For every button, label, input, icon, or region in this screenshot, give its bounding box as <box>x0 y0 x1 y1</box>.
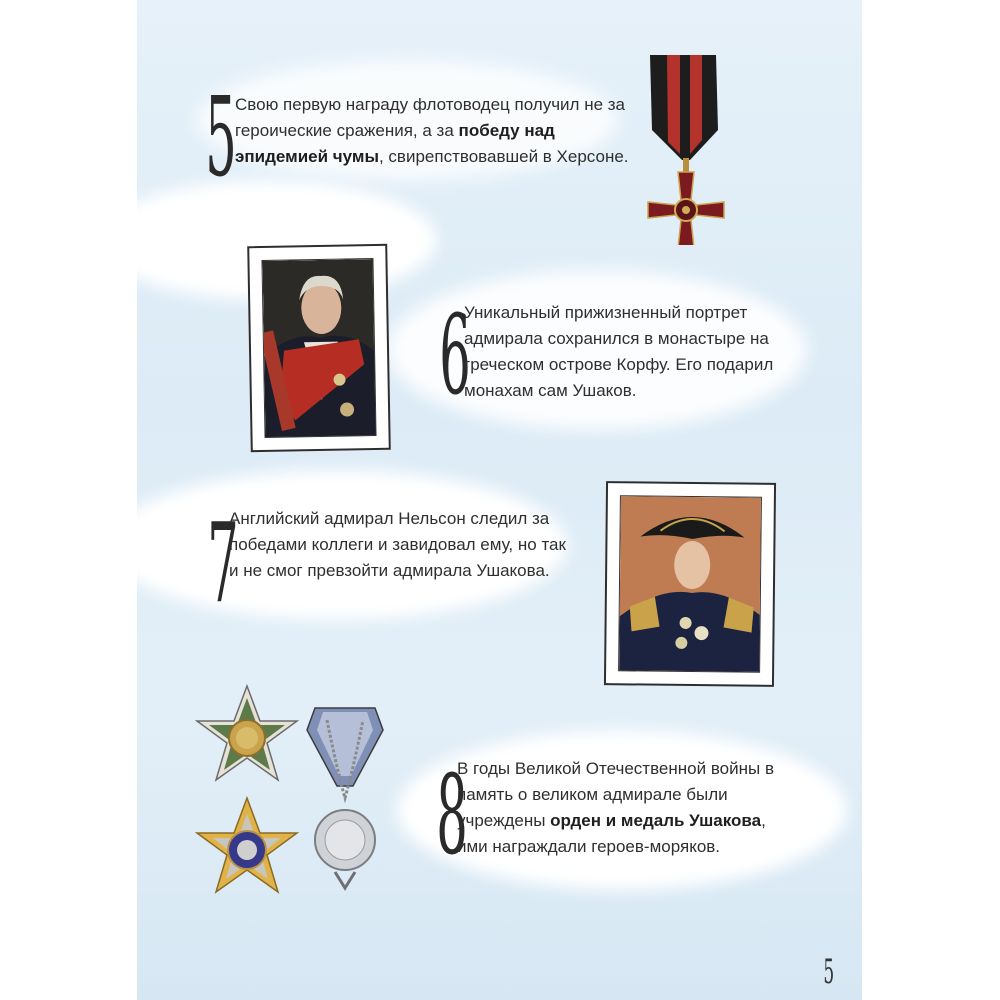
ushakov-portrait-frame <box>247 244 391 452</box>
order-of-ushakov-icon <box>195 680 415 900</box>
fact-number-7: 7 <box>207 499 239 627</box>
fact-text-5 <box>235 92 635 170</box>
fact-8-text-end: , ими награждали героев-моряков. <box>457 811 766 856</box>
fact-8-text-start: В годы Великой Отечественной войны в память о великом адмирале были учреждены <box>457 759 774 830</box>
order-st-vladimir-image <box>640 50 730 245</box>
fact-text-6: Уникальный прижизненный портрет адмирала сохранился в монастыре на греческом острове Корфу. Его подарил монахам сам Ушаков. <box>464 303 774 400</box>
fact-8-bold: орден и медаль Ушакова <box>550 811 762 830</box>
fact-5-bold: победу над эпидемией чумы <box>235 121 555 166</box>
nelson-portrait <box>618 495 762 672</box>
page-number: 5 <box>823 952 835 992</box>
ushakov-portrait <box>261 258 376 438</box>
order-ribbon-icon <box>640 50 730 245</box>
nelson-portrait-frame <box>604 481 776 687</box>
fact-number-8: 8 <box>436 751 468 879</box>
order-and-medal-ushakov-image <box>195 680 415 900</box>
fact-number-5: 5 <box>205 73 237 201</box>
fact-text-7: Английский адмирал Нельсон следил за победами коллеги и завидовал ему, но так и не смог превзойти адмирала Ушакова. <box>229 509 566 580</box>
fact-5-text-start: Свою первую награду флотоводец получил не за героические сражения, а за <box>235 95 626 140</box>
fact-number-6: 6 <box>439 291 471 419</box>
fact-5-text-end: , свирепствовавшей в Херсоне. <box>378 147 629 166</box>
fact-text-8 <box>457 756 797 860</box>
